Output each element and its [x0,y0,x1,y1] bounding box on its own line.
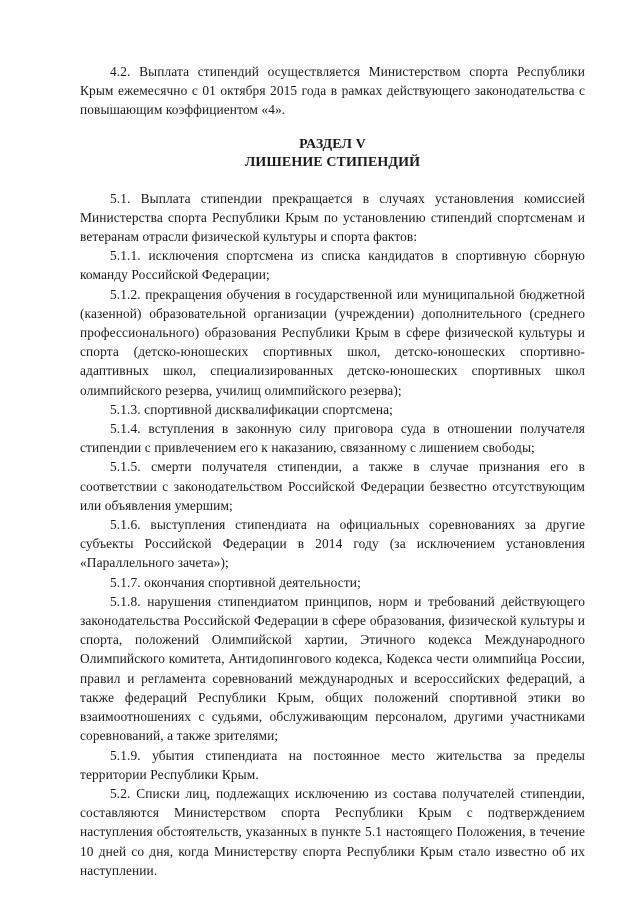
paragraph-5-1-6: 5.1.6. выступления стипендиата на официальных соревнованиях за другие субъекты Российской Федерации в 2014 году (за исключением установления «Параллельного зачета»); [80,517,585,571]
paragraph-5-1-3: 5.1.3. спортивной дисквалификации спортсмена; [110,401,393,417]
paragraph-5-1-4: 5.1.4. вступления в законную силу приговора суда в отношении получателя стипендии с привлечением его к наказанию, связанному с лишением свободы; [80,421,585,456]
paragraph-5-1-2: 5.1.2. прекращения обучения в государственной или муниципальной бюджетной (казенной) образовательной организации (учреждении) дополнительного (среднего профессионального) образования Республики Крым в сфере физической культуры и спорта (детско-юношеских спортивных школ, детско-юношеских спортивно-адаптивных школ, специализированных детско-юношеских спортивных школ олимпийского резерва, училищ олимпийского резерва); [80,286,585,398]
section-title: ЛИШЕНИЕ СТИПЕНДИЙ [244,154,421,170]
paragraph-5-2: 5.2. Списки лиц, подлежащих исключению из состава получателей стипендии, составляются Министерством спорта Республики Крым с подтверждением наступления обстоятельств, указанных в пункте 5.1 настоящего Положения, в течение 10 дней со дня, когда Министерству спорта Республики Крым стало известно об их наступлении. [80,785,585,878]
paragraph-5-1: 5.1. Выплата стипендии прекращается в случаях установления комиссией Министерства спорта Республики Крым по установлению стипендий спортсменам и ветеранам отрасли физической культуры и спорта фактов: [80,190,585,245]
paragraph-4-2: 4.2. Выплата стипендий осуществляется Министерством спорта Республики Крым ежемесячно с 01 октября 2015 года в рамках действующего законодательства с повышающим коэффициентом «4». [80,64,585,118]
paragraph-5-1-1: 5.1.1. исключения спортсмена из списка кандидатов в спортивную сборную команду Российской Федерации; [80,248,585,283]
spacer [80,120,585,136]
paragraph-5-1-7: 5.1.7. окончания спортивной деятельности; [110,574,361,590]
section-number: РАЗДЕЛ V [299,136,366,152]
paragraph-5-1-8: 5.1.8. нарушения стипендиатом принципов, норм и требований действующего законодательства Российской Федерации в сфере образования, физической культуры и спорта, положений Олимпийской хартии, Этичного кодекса Международного Олимпийского комитета, Антидопингового кодекса, Кодекса чести олимпийца России, правил и регламента соревнований международных и всероссийских федераций, а также федераций Республики Крым, общих положений спортивной этики во взаимоотношениях с судьями, обслуживающим персоналом, другими участниками соревнований, а также зрителями; [80,593,585,744]
document-page [80,62,585,880]
paragraph-5-1-5: 5.1.5. смерти получателя стипендии, а также в случае признания его в соответствии с законодательством Российской Федерации безвестно отсутствующим или объявления умершим; [80,459,585,513]
paragraph-5-1-9: 5.1.9. убытия стипендиата на постоянное место жительства за пределы территории Республики Крым. [80,747,585,782]
spacer [80,172,585,189]
